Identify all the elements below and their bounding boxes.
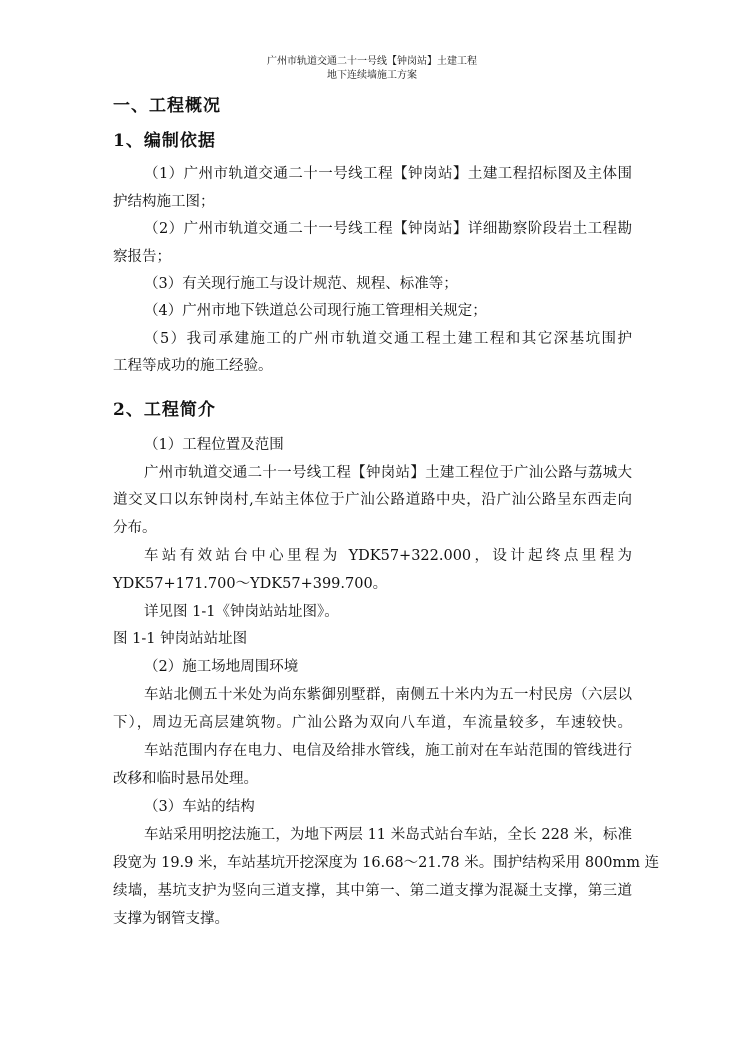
intro-mileage-line-1: 车站有效站台中心里程为 YDK57+322.000，设计起终点里程为 <box>144 548 632 564</box>
basis-item-1-line-1: （1）广州市轨道交通二十一号线工程【钟岗站】土建工程招标图及主体围 <box>144 166 632 182</box>
section-title: 一、工程概况 <box>113 96 221 116</box>
intro-location-line-1: 广州市轨道交通二十一号线工程【钟岗站】土建工程位于广汕公路与荔城大 <box>144 465 632 481</box>
header-subtitle: 地下连续墙施工方案 <box>327 70 417 81</box>
intro-pipelines-line-1: 车站范围内存在电力、电信及给排水管线，施工前对在车站范围的管线进行 <box>144 743 632 759</box>
intro-mileage-line-2: YDK57+171.700～YDK57+399.700。 <box>113 576 388 592</box>
basis-item-1-line-2: 护结构施工图； <box>113 194 215 210</box>
figure-caption: 图 1-1 钟岗站站址图 <box>113 631 248 647</box>
intro-figure-reference: 详见图 1-1《钟岗站站址图》。 <box>144 604 339 620</box>
basis-item-2-line-1: （2）广州市轨道交通二十一号线工程【钟岗站】详细勘察阶段岩土工程勘 <box>144 221 632 237</box>
intro-structure-line-3: 续墙，基坑支护为竖向三道支撑，其中第一、第二道支撑为混凝土支撑，第三道 <box>113 883 632 899</box>
basis-item-2-line-2: 察报告； <box>113 249 171 265</box>
intro-location-line-3: 分布。 <box>113 520 157 536</box>
intro-structure-line-4: 支撑为钢管支撑。 <box>113 911 229 927</box>
subsection-title-intro: 2、工程简介 <box>113 400 216 420</box>
basis-item-4: （4）广州市地下铁道总公司现行施工管理相关规定； <box>144 303 487 319</box>
intro-location-heading: （1）工程位置及范围 <box>144 437 284 453</box>
header-title: 广州市轨道交通二十一号线【钟岗站】土建工程 <box>267 56 477 67</box>
basis-item-5-line-1: （5）我司承建施工的广州市轨道交通工程土建工程和其它深基坑围护 <box>144 331 632 347</box>
basis-item-3: （3）有关现行施工与设计规范、规程、标准等； <box>144 276 458 292</box>
intro-structure-line-2: 段宽为 19.9 米，车站基坑开挖深度为 16.68～21.78 米。围护结构采用 800mm 连 <box>113 855 660 871</box>
subsection-title-basis: 1、编制依据 <box>113 131 216 151</box>
intro-location-line-2: 道交叉口以东钟岗村,车站主体位于广汕公路道路中央，沿广汕公路呈东西走向 <box>113 492 632 508</box>
basis-item-5-line-2: 工程等成功的施工经验。 <box>113 358 273 374</box>
intro-environment-heading: （2）施工场地周围环境 <box>144 659 299 675</box>
intro-environment-line-1: 车站北侧五十米处为尚东紫御别墅群，南侧五十米内为五一村民房（六层以 <box>144 687 632 703</box>
intro-structure-line-1: 车站采用明挖法施工，为地下两层 11 米岛式站台车站，全长 228 米，标准 <box>144 827 632 843</box>
intro-pipelines-line-2: 改移和临时悬吊处理。 <box>113 771 258 787</box>
intro-environment-line-2: 下），周边无高层建筑物。广汕公路为双向八车道，车流量较多，车速较快。 <box>113 715 632 731</box>
intro-structure-heading: （3）车站的结构 <box>144 799 255 815</box>
